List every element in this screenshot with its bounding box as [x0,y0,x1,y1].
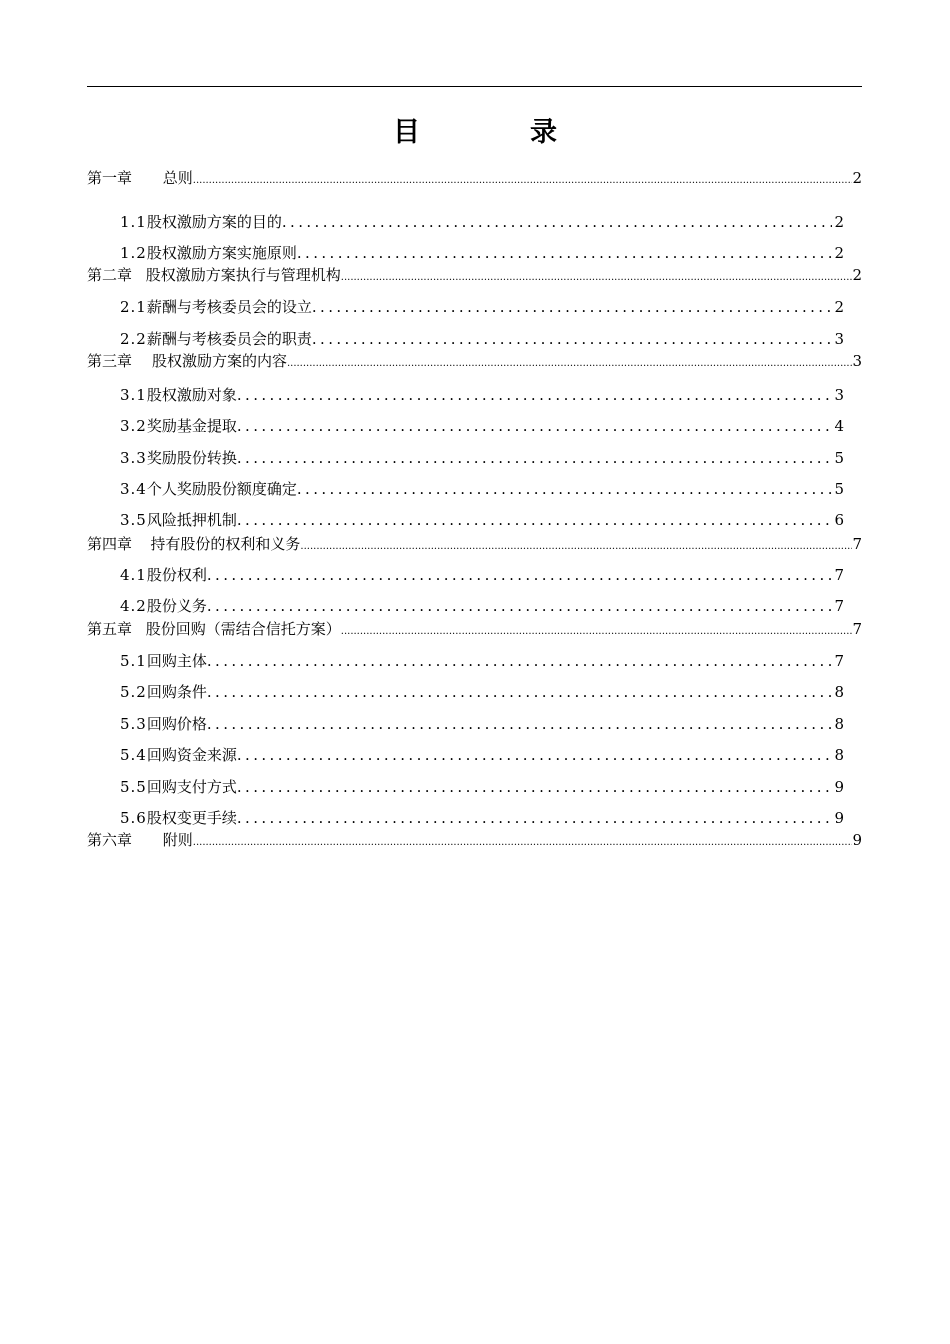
section-number: 2.2 [120,330,147,348]
section-number: 3.5 [120,511,147,529]
toc-section-entry[interactable] [120,682,844,702]
page-number: 9 [834,778,844,796]
page-number: 2 [834,213,844,231]
leader-dots [193,171,853,191]
chapter-title: 股权激励方案的内容 [151,352,287,370]
toc-section-entry[interactable] [120,385,844,405]
toc-section-entry[interactable] [120,243,844,263]
chapter-title: 股权激励方案执行与管理机构 [145,266,341,284]
section-title: 回购条件 [146,683,207,701]
leader-dots [237,385,833,405]
section-number: 3.4 [120,480,147,498]
section-number: 5.6 [120,809,147,827]
leader-dots [237,777,833,797]
chapter-title: 总则 [162,169,193,187]
leader-dots [312,329,833,349]
page-number: 7 [852,535,862,553]
chapter-number: 第五章 [87,620,133,638]
chapter-number: 第一章 [87,169,133,187]
page-number: 2 [834,244,844,262]
leader-dots [282,212,833,232]
section-number: 3.2 [120,417,147,435]
section-title: 薪酬与考核委员会的设立 [146,298,312,316]
page-number: 2 [834,298,844,316]
toc-section-entry[interactable] [120,329,844,349]
chapter-number: 第二章 [87,266,133,284]
section-title: 回购资金来源 [146,746,237,764]
toc-section-entry[interactable] [120,416,844,436]
page-number: 9 [852,831,862,849]
section-number: 5.2 [120,683,147,701]
page-number: 9 [834,809,844,827]
toc-section-entry[interactable] [120,510,844,530]
section-title: 股权变更手续 [146,809,237,827]
section-title: 个人奖励股份额度确定 [146,480,297,498]
section-title: 奖励基金提取 [146,417,237,435]
page-number: 8 [834,683,844,701]
leader-dots [207,682,833,702]
section-number: 2.1 [120,298,147,316]
toc-section-entry[interactable] [120,745,844,765]
page-number: 3 [852,352,862,370]
leader-dots [287,354,852,374]
section-number: 4.2 [120,597,147,615]
section-number: 5.3 [120,715,147,733]
page-number: 7 [852,620,862,638]
toc-title-right: 录 [530,117,557,148]
leader-dots [312,297,833,317]
leader-dots [300,537,852,557]
toc-section-entry[interactable] [120,596,844,616]
page-number: 4 [834,417,844,435]
leader-dots [237,808,833,828]
section-title: 风险抵押机制 [146,511,237,529]
page-number: 5 [834,449,844,467]
section-title: 回购价格 [146,715,207,733]
leader-dots [207,596,833,616]
toc-chapter-entry[interactable] [87,619,862,642]
toc-section-entry[interactable] [120,479,844,499]
leader-dots [341,622,853,642]
leader-dots [297,479,833,499]
section-title: 股份权利 [146,566,207,584]
toc-chapter-entry[interactable] [87,534,862,557]
page-number: 7 [834,597,844,615]
toc-chapter-entry[interactable] [87,830,862,853]
page-number: 8 [834,746,844,764]
page-number: 2 [852,169,862,187]
section-number: 3.1 [120,386,147,404]
section-number: 4.1 [120,566,147,584]
section-title: 奖励股份转换 [146,449,237,467]
section-number: 1.1 [120,213,147,231]
section-number: 5.1 [120,652,147,670]
section-number: 5.5 [120,778,147,796]
page-number: 6 [834,511,844,529]
page-number: 2 [852,266,862,284]
leader-dots [207,714,833,734]
page-number: 8 [834,715,844,733]
leader-dots [237,510,833,530]
section-title: 股权激励方案的目的 [146,213,282,231]
leader-dots [341,268,853,288]
section-title: 薪酬与考核委员会的职责 [146,330,312,348]
toc-section-entry[interactable] [120,212,844,232]
toc-chapter-entry[interactable] [87,168,862,191]
toc-chapter-entry[interactable] [87,265,862,288]
toc-section-entry[interactable] [120,565,844,585]
chapter-title: 股份回购（需结合信托方案） [145,620,341,638]
chapter-number: 第三章 [87,352,133,370]
leader-dots [297,243,833,263]
page-number: 3 [834,386,844,404]
toc-chapter-entry[interactable] [87,351,862,374]
leader-dots [237,448,833,468]
leader-dots [207,565,833,585]
leader-dots [207,651,833,671]
toc-section-entry[interactable] [120,297,844,317]
section-number: 3.3 [120,449,147,467]
page-number: 3 [834,330,844,348]
leader-dots [193,833,853,853]
page-number: 7 [834,566,844,584]
section-title: 股份义务 [146,597,207,615]
section-title: 回购主体 [146,652,207,670]
toc-section-entry[interactable] [120,777,844,797]
page-number: 5 [834,480,844,498]
toc-section-entry[interactable] [120,714,844,734]
chapter-number: 第四章 [87,535,133,553]
section-title: 回购支付方式 [146,778,237,796]
chapter-title: 持有股份的权利和义务 [150,535,301,553]
toc-title-left: 目 [393,117,420,148]
chapter-number: 第六章 [87,831,133,849]
section-title: 股权激励方案实施原则 [146,244,297,262]
leader-dots [237,416,833,436]
section-number: 5.4 [120,746,147,764]
toc-section-entry[interactable] [120,651,844,671]
leader-dots [237,745,833,765]
section-number: 1.2 [120,244,147,262]
toc-section-entry[interactable] [120,808,844,828]
toc-section-entry[interactable] [120,448,844,468]
page-number: 7 [834,652,844,670]
section-title: 股权激励对象 [146,386,237,404]
chapter-title: 附则 [162,831,193,849]
